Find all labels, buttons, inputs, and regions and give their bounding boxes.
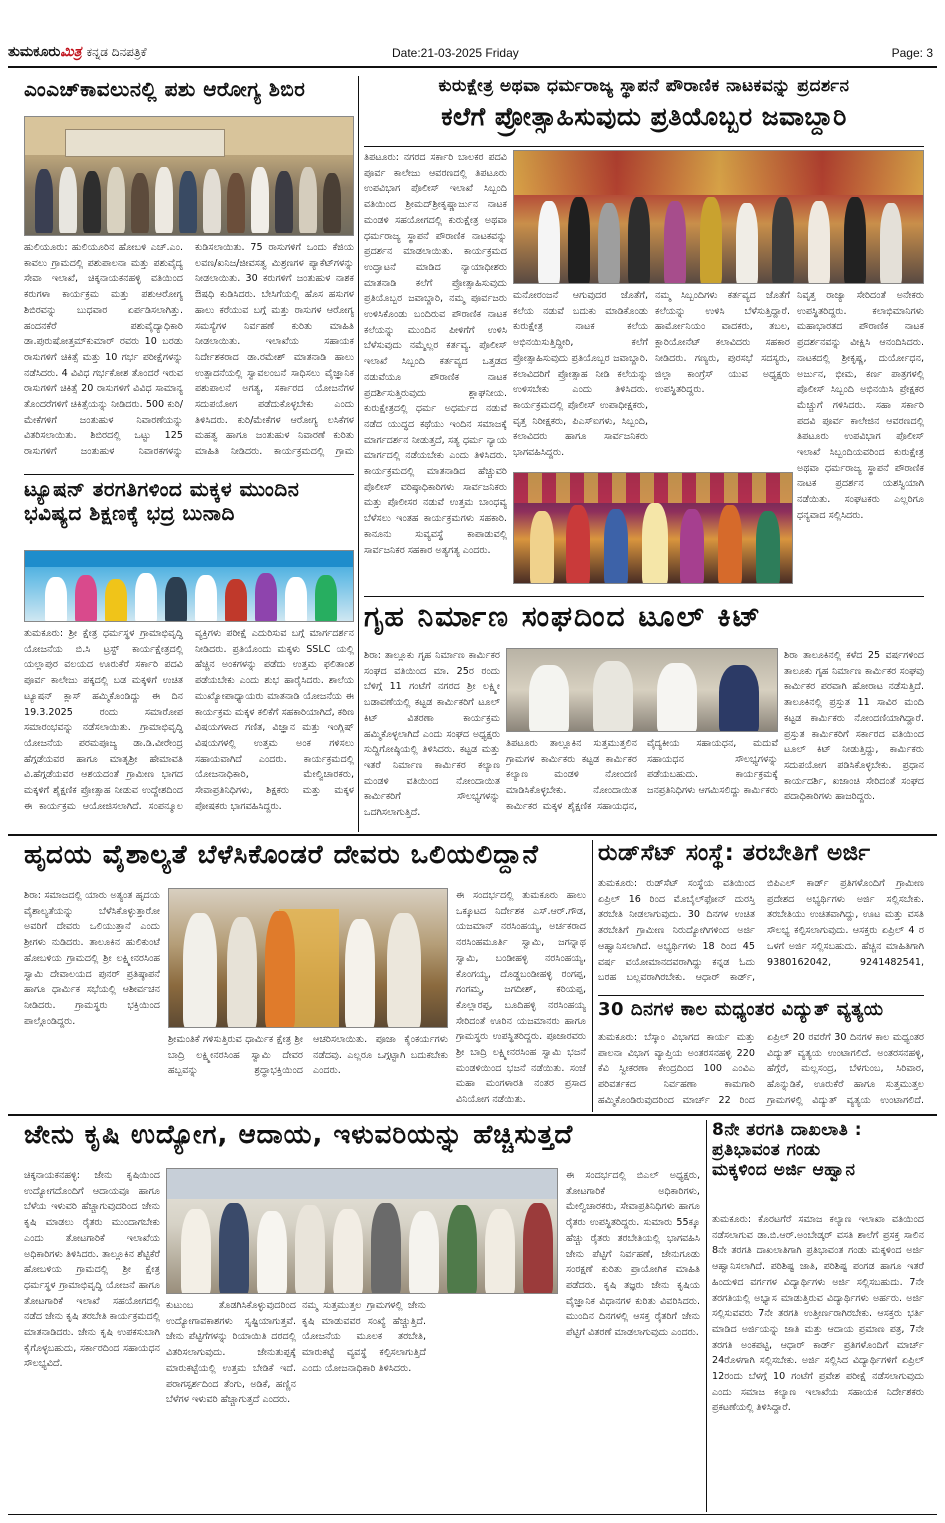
article-8-body-left: ಚಿಕ್ಕನಾಯಕನಹಳ್ಳಿ: ಜೇನು ಕೃಷಿಯಿಂದ ಉದ್ಯೋಗದೊಂದಿಗೆ ಆದಾಯವೂ ಹಾಗೂ ಬೆಳೆಯ ಇಳುವರಿ ಹೆಚ್ಚಾಗುವುದರಿಂದ ಜೇನು ಕೃಷಿ ಮಾಡಲು ರೈತರು ಮುಂದಾಗಬೇಕು ಎಂದು ತೋಟಗಾರಿಕೆ ಇಲಾಖೆಯ ಅಧಿಕಾರಿಗಳು ತಿಳಿಸಿದರು. ತಾಲ್ಲೂಕಿನ ಶೆಟ್ಟಿಕೆರೆ ಹೋಬಳಿಯ ಗ್ರಾಮದಲ್ಲಿ ಶ್ರೀ ಕ್ಷೇತ್ರ ಧರ್ಮಸ್ಥಳ ಗ್ರಾಮಾಭಿವೃದ್ಧಿ ಯೋಜನೆ ಹಾಗೂ ತೋಟಗಾರಿಕೆ ಇಲಾಖೆ ಸಹಯೋಗದಲ್ಲಿ ನಡೆದ ಜೇನು ಕೃಷಿ ತರಬೇತಿ ಕಾರ್ಯಕ್ರಮದಲ್ಲಿ ಮಾತನಾಡಿದರು. ಜೇನು ಕೃಷಿ ಉಪಕಸುಬಾಗಿ ಕೈಗೊಳ್ಳಬಹುದು, ಸರ್ಕಾರದಿಂದ ಸಹಾಯಧನ ಸೌಲಭ್ಯವಿದೆ. <box>24 1170 160 1370</box>
article-5-body-right: ಈ ಸಂದರ್ಭದಲ್ಲಿ ತುಮಕೂರು ಹಾಲು ಒಕ್ಕೂಟದ ನಿರ್ದೇಶಕ ಎಸ್.ಆರ್.ಗೌಡ, ಯಜಮಾನ್ ನರಸಿಂಹಯ್ಯ, ಅರ್ಚಕರಾದ ನರಸಿಂಹಮೂರ್ತಿ ಸ್ವಾಮಿ, ಜಗನ್ನಾಥ ಸ್ವಾಮಿ, ಬಂಡೀಹಳ್ಳಿ ನರಸಿಂಹಯ್ಯ, ಕೊಂಗಯ್ಯ, ದೊಡ್ಡಬಂಡೀಹಳ್ಳಿ ರಂಗಪ್ಪ, ಗಂಗಮ್ಮ, ಜಗದೀಶ್, ಕರಿಯಪ್ಪ, ಕೊಲ್ಲಾರಪ್ಪ, ಬೂದಿಹಳ್ಳಿ ನರಸಿಂಹಯ್ಯ ಸೇರಿದಂತೆ ಊರಿನ ಯಜಮಾನರು ಹಾಗೂ ಗ್ರಾಮಸ್ಥರು ಉಪಸ್ಥಿತರಿದ್ದರು. ಪೂಜಾರವರು ಶ್ರೀ ಬಾದ್ರಿ ಲಕ್ಷ್ಮೀನರಸಿಂಹ ಸ್ವಾಮಿ ಭಜನೆ ಮಂಡಳಿಯಿಂದ ಭಜನೆ ನಡೆಯಿತು. ಸಂಜೆ ಮಹಾ ಮಂಗಳಾರತಿ ನಂತರ ಪ್ರಸಾದ ವಿನಿಯೋಗ ನಡೆಯಿತು. <box>456 890 586 1106</box>
article-9-headline-3: ಮಕ್ಕಳಿಂದ ಅರ್ಜಿ ಆಹ್ವಾನ <box>712 1160 856 1181</box>
article-7-headline-box <box>598 999 924 1031</box>
article-2-headline: ಟ್ಯೂಷನ್ ತರಗತಿಗಳಿಂದ ಮಕ್ಕಳ ಮುಂದಿನ ಭವಿಷ್ಯದ ಶಿಕ್ಷಣಕ್ಕೆ ಭದ್ರ ಬುನಾದಿ <box>24 478 300 525</box>
article-9-body: ತುಮಕೂರು: ಕೊರಟಗೆರೆ ಸಮಾಜ ಕಲ್ಯಾಣ ಇಲಾಖಾ ವತಿಯಿಂದ ನಡೆಸಲಾಗುವ ಡಾ.ಬಿ.ಆರ್.ಅಂಬೇಡ್ಕರ್ ವಸತಿ ಶಾಲೆಗೆ ಪ್ರಸಕ್ತ ಸಾಲಿನ 8ನೇ ತರಗತಿ ದಾಖಲಾತಿಗಾಗಿ ಪ್ರತಿಭಾವಂತ ಗಂಡು ಮಕ್ಕಳಿಂದ ಅರ್ಜಿ ಆಹ್ವಾನಿಸಲಾಗಿದೆ. ಪರಿಶಿಷ್ಟ ಜಾತಿ, ಪರಿಶಿಷ್ಟ ಪಂಗಡ ಹಾಗೂ ಇತರೆ ಹಿಂದುಳಿದ ವರ್ಗಗಳ ವಿದ್ಯಾರ್ಥಿಗಳು ಅರ್ಜಿ ಸಲ್ಲಿಸಬಹುದು. 7ನೇ ತರಗತಿಯಲ್ಲಿ ಅಭ್ಯಾಸ ಮಾಡುತ್ತಿರುವ ವಿದ್ಯಾರ್ಥಿಗಳು ಅರ್ಹರು. ಅರ್ಜಿ ಸಲ್ಲಿಸುವವರು 7ನೇ ತರಗತಿ ಉತ್ತೀರ್ಣರಾಗಿರಬೇಕು. ಆಸಕ್ತರು ಭರ್ತಿ ಮಾಡಿದ ಅರ್ಜಿಯನ್ನು ಜಾತಿ ಮತ್ತು ಆದಾಯ ಪ್ರಮಾಣ ಪತ್ರ, 7ನೇ ತರಗತಿ ಅಂಕಪಟ್ಟಿ, ಆಧಾರ್ ಕಾರ್ಡ್ ಪ್ರತಿಗಳೊಂದಿಗೆ ಮಾರ್ಚ್ 24ರೊಳಗಾಗಿ ಸಲ್ಲಿಸಬೇಕು. ಅರ್ಜಿ ಸಲ್ಲಿಸಿದ ವಿದ್ಯಾರ್ಥಿಗಳಿಗೆ ಏಪ್ರಿಲ್ 12ರಂದು ಬೆಳಗ್ಗೆ 10 ಗಂಟೆಗೆ ಪ್ರವೇಶ ಪರೀಕ್ಷೆ ನಡೆಸಲಾಗುವುದು ಎಂದು ಸಮಾಜ ಕಲ್ಯಾಣ ಇಲಾಖೆಯ ಸಹಾಯಕ ನಿರ್ದೇಶಕರು ಪ್ರಕಟಣೆಯಲ್ಲಿ ತಿಳಿಸಿದ್ದಾರೆ. <box>712 1214 924 1414</box>
article-4-body-mid: ತಿಪಟೂರು ತಾಲ್ಲೂಕಿನ ಸುತ್ತಮುತ್ತಲಿನ ಗ್ರಾಮಗಳ ಕಾರ್ಮಿಕರು ಕಟ್ಟಡ ಕಾರ್ಮಿಕರ ಕಲ್ಯಾಣ ಮಂಡಳಿ ನೋಂದಣಿ ಮಾಡಿಸಿಕೊಳ್ಳಬೇಕು. ನೋಂದಾಯಿತ ಕಾರ್ಮಿಕರ ಮಕ್ಕಳ ಶೈಕ್ಷಣಿಕ ಸಹಾಯಧನ, ವೈದ್ಯಕೀಯ ಸಹಾಯಧನ, ಮದುವೆ ಸಹಾಯಧನ ಸೌಲಭ್ಯಗಳನ್ನು ಪಡೆಯಬಹುದು. ಕಾರ್ಯಕ್ರಮಕ್ಕೆ ಜನಪ್ರತಿನಿಧಿಗಳು ಆಗಮಿಸಲಿದ್ದು ಕಾರ್ಮಿಕರು <box>506 738 778 812</box>
article-8-body-mid-2: ನಮ್ಮ ಸುತ್ತಮುತ್ತಲ ಗ್ರಾಮಗಳಲ್ಲಿ ಜೇನು ಕೃಷಿ ಮಾಡುವವರ ಸಂಖ್ಯೆ ಹೆಚ್ಚುತ್ತಿದೆ. ಯೋಜನೆಯ ಮೂಲಕ ತರಬೇತಿ, ಮಾರುಕಟ್ಟೆ ವ್ಯವಸ್ಥೆ ಕಲ್ಪಿಸಲಾಗುತ್ತಿದೆ ಎಂದು ಯೋಜನಾಧಿಕಾರಿ ತಿಳಿಸಿದರು. <box>302 1300 426 1374</box>
article-7-headline: 30 ದಿನಗಳ ಕಾಲ ಮಧ್ಯಂತರ ವಿದ್ಯುತ್ ವ್ಯತ್ಯಯ <box>598 999 884 1020</box>
article-3-body-left: ತಿಪಟೂರು: ನಗರದ ಸರ್ಕಾರಿ ಬಾಲಕರ ಪದವಿ ಪೂರ್ವ ಕಾಲೇಜು ಆವರಣದಲ್ಲಿ ತಿಪಟೂರು ಉಪವಿಭಾಗ ಪೊಲೀಸ್ ಇಲಾಖೆ ಸಿಬ್ಬಂದಿ ವತಿಯಿಂದ ಶ್ರೀಮದ್‌ಶ್ರೀಕೃಷ್ಣಾರ್ಜುನ ನಾಟಕ ಮಂಡಳಿ ಸಹಯೋಗದಲ್ಲಿ ಕುರುಕ್ಷೇತ್ರ ಅಥವಾ ಧರ್ಮರಾಜ್ಯ ಸ್ಥಾಪನೆ ಪೌರಾಣಿಕ ನಾಟಕವನ್ನು ಪ್ರದರ್ಶನ ಮಾಡಲಾಯಿತು. ಕಾರ್ಯಕ್ರಮದ ಉದ್ಘಾಟನೆ ಮಾಡಿದ ನ್ಯಾಯಾಧೀಶರು ಮಾತನಾಡಿ ಕಲೆಗೆ ಪ್ರೋತ್ಸಾಹಿಸುವುದು ಪ್ರತಿಯೊಬ್ಬರ ಜವಾಬ್ದಾರಿ, ನಮ್ಮ ಪೂರ್ವಜರು ಉಳಿಸಿಕೊಂಡು ಬಂದಿರುವ ಪೌರಾಣಿಕ ನಾಟಕ ಕಲೆಯನ್ನು ಮುಂದಿನ ಪೀಳಿಗೆಗೆ ಉಳಿಸಿ ಬೆಳೆಸುವುದು ನಮ್ಮೆಲ್ಲರ ಕರ್ತವ್ಯ. ಪೊಲೀಸ್ ಇಲಾಖೆ ಸಿಬ್ಬಂದಿ ಕರ್ತವ್ಯದ ಒತ್ತಡದ ನಡುವೆಯೂ ಪೌರಾಣಿಕ ನಾಟಕ ಪ್ರದರ್ಶಿಸುತ್ತಿರುವುದು ಶ್ಲಾಘನೀಯ. ಕುರುಕ್ಷೇತ್ರದಲ್ಲಿ ಧರ್ಮ ಅಧರ್ಮದ ನಡುವೆ ನಡೆದ ಯುದ್ಧದ ಕಥೆಯು ಇಂದಿನ ಸಮಾಜಕ್ಕೆ ಮಾರ್ಗದರ್ಶನ ನೀಡುತ್ತದೆ, ಸತ್ಯ ಧರ್ಮ ನ್ಯಾಯ ಮಾರ್ಗದಲ್ಲಿ ನಡೆಯಬೇಕು ಎಂದು ತಿಳಿಸಿದರು. ಕಾರ್ಯಕ್ರಮದಲ್ಲಿ ಮಾತನಾಡಿದ ಹೆಚ್ಚುವರಿ ಪೊಲೀಸ್ ವರಿಷ್ಠಾಧಿಕಾರಿಗಳು ಸಾರ್ವಜನಿಕರು ಮತ್ತು ಪೊಲೀಸರ ನಡುವೆ ಉತ್ತಮ ಬಾಂಧವ್ಯ ಬೆಳೆಸಲು ಇಂತಹ ಕಾರ್ಯಕ್ರಮಗಳು ಸಹಕಾರಿ. ಕಾನೂನು ಸುವ್ಯವಸ್ಥೆ ಕಾಪಾಡುವಲ್ಲಿ ಸಾರ್ವಜನಿಕರ ಸಹಕಾರ ಅತ್ಯಗತ್ಯ ಎಂದರು. <box>364 152 507 556</box>
article-9-headline-1: 8ನೇ ತರಗತಿ ದಾಖಲಾತಿ : <box>712 1120 863 1140</box>
article-3-body-right: ನಿವೃತ್ತ ರಾಜ್ಯಾ ಸೇರಿದಂತೆ ಅನೇಕರು ಉಪಸ್ಥಿತರಿದ್ದರು. ಕಲಾಭಿಮಾನಿಗಳು ಮಹಾಭಾರತದ ಪೌರಾಣಿಕ ನಾಟಕ ಪ್ರದರ್ಶನವನ್ನು ವೀಕ್ಷಿಸಿ ಆನಂದಿಸಿದರು. ನಾಟಕದಲ್ಲಿ ಶ್ರೀಕೃಷ್ಣ, ದುರ್ಯೋಧನ, ಅರ್ಜುನ, ಭೀಮ, ಕರ್ಣ ಪಾತ್ರಗಳಲ್ಲಿ ಪೊಲೀಸ್ ಸಿಬ್ಬಂದಿ ಅಭಿನಯಿಸಿ ಪ್ರೇಕ್ಷಕರ ಮೆಚ್ಚುಗೆ ಗಳಿಸಿದರು. ಸಹಾ ಸರ್ಕಾರಿ ಪದವಿ ಪೂರ್ವ ಕಾಲೇಜಿನ ಆವರಣದಲ್ಲಿ ತಿಪಟೂರು ಉಪವಿಭಾಗ ಪೊಲೀಸ್ ಇಲಾಖೆ ಸಿಬ್ಬಂದಿಯವರಿಂದ ಕುರುಕ್ಷೇತ್ರ ಅಥವಾ ಧರ್ಮರಾಜ್ಯ ಸ್ಥಾಪನೆ ಪೌರಾಣಿಕ ನಾಟಕ ಪ್ರದರ್ಶನ ಯಶಸ್ವಿಯಾಗಿ ನಡೆಯಿತು. ಸಂಘಟಕರು ಎಲ್ಲರಿಗೂ ಧನ್ಯವಾದ ಸಲ್ಲಿಸಿದರು. <box>797 290 924 521</box>
article-9-headline-box <box>712 1120 924 1210</box>
column-rule <box>358 76 359 832</box>
column-rule <box>592 840 593 1112</box>
article-4-headline: ಗೃಹ ನಿರ್ಮಾಣ ಸಂಘದಿಂದ ಟೂಲ್ ಕಿಟ್ <box>364 600 763 633</box>
article-6-body: ತುಮಕೂರು: ರುಡ್‌ಸೆಟ್ ಸಂಸ್ಥೆಯ ವತಿಯಿಂದ ಏಪ್ರಿಲ್ 16 ರಿಂದ ಮೊಬೈಲ್‌ಫೋನ್ ದುರಸ್ತಿ ತರಬೇತಿ ನೀಡಲಾಗುವುದು. 30 ದಿನಗಳ ಉಚಿತ ತರಬೇತಿಗೆ ಗ್ರಾಮೀಣ ನಿರುದ್ಯೋಗಿಗಳಿಂದ ಅರ್ಜಿ ಆಹ್ವಾನಿಸಲಾಗಿದೆ. ಅಭ್ಯರ್ಥಿಗಳು 18 ರಿಂದ 45 ವರ್ಷ ವಯೋಮಾನದವರಾಗಿದ್ದು ಕನ್ನಡ ಓದು ಬರಹ ಬಲ್ಲವರಾಗಿರಬೇಕು. ಆಧಾರ್ ಕಾರ್ಡ್, ಬಿಪಿಎಲ್ ಕಾರ್ಡ್ ಪ್ರತಿಗಳೊಂದಿಗೆ ಗ್ರಾಮೀಣ ಪ್ರದೇಶದ ಅಭ್ಯರ್ಥಿಗಳು ಅರ್ಜಿ ಸಲ್ಲಿಸಬೇಕು. ತರಬೇತಿಯು ಉಚಿತವಾಗಿದ್ದು, ಊಟ ಮತ್ತು ವಸತಿ ಸೌಲಭ್ಯ ಕಲ್ಪಿಸಲಾಗುವುದು. ಆಸಕ್ತರು ಏಪ್ರಿಲ್ 4 ರ ಒಳಗೆ ಅರ್ಜಿ ಸಲ್ಲಿಸಬಹುದು. ಹೆಚ್ಚಿನ ಮಾಹಿತಿಗಾಗಿ 9380162042, 9241482541, <box>598 878 924 984</box>
column-rule <box>706 1120 707 1512</box>
article-5-headline-box <box>24 840 584 886</box>
page-header <box>0 0 945 70</box>
article-3-headline-box <box>364 76 924 146</box>
article-8-body-right: ಈ ಸಂದರ್ಭದಲ್ಲಿ ಬಿಎಲ್ ಅಧ್ಯಕ್ಷರು, ತೋಟಗಾರಿಕೆ ಅಧಿಕಾರಿಗಳು, ಮೇಲ್ವಿಚಾರಕರು, ಸೇವಾಪ್ರತಿನಿಧಿಗಳು ಹಾಗೂ ರೈತರು ಉಪಸ್ಥಿತರಿದ್ದರು. ಸುಮಾರು 55ಕ್ಕೂ ಹೆಚ್ಚು ರೈತರು ತರಬೇತಿಯಲ್ಲಿ ಭಾಗವಹಿಸಿ ಜೇನು ಪೆಟ್ಟಿಗೆ ನಿರ್ವಹಣೆ, ಜೇನುಗೂಡು ಸಂರಕ್ಷಣೆ ಕುರಿತು ಪ್ರಾಯೋಗಿಕ ಮಾಹಿತಿ ಪಡೆದರು. ಕೃಷಿ ತಜ್ಞರು ಜೇನು ಕೃಷಿಯ ವೈಜ್ಞಾನಿಕ ವಿಧಾನಗಳ ಕುರಿತು ವಿವರಿಸಿದರು. ಮುಂದಿನ ದಿನಗಳಲ್ಲಿ ಆಸಕ್ತ ರೈತರಿಗೆ ಜೇನು ಪೆಟ್ಟಿಗೆ ವಿತರಣೆ ಮಾಡಲಾಗುವುದು ಎಂದರು. <box>566 1170 700 1339</box>
article-5-body-mid: ಶ್ರೀಮಂತಿಕೆ ಗಳಿಸುತ್ತಿರುವ ಧಾರ್ಮಿಕ ಕ್ಷೇತ್ರ ಶ್ರೀ ಬಾದ್ರಿ ಲಕ್ಷ್ಮೀನರಸಿಂಹ ಸ್ವಾಮಿ ದೇವರ ಹಬ್ಬವನ್ನು ಶ್ರದ್ಧಾಭಕ್ತಿಯಿಂದ ಆಚರಿಸಲಾಯಿತು. ಪೂಜಾ ಕೈಂಕರ್ಯಗಳು ನಡೆದವು. ಎಲ್ಲರೂ ಒಗ್ಗಟ್ಟಾಗಿ ಬದುಕಬೇಕು ಎಂದರು. <box>168 1034 448 1077</box>
article-6-headline: ರುಡ್‌ಸೆಟ್ ಸಂಸ್ಥೆ: ತರಬೇತಿಗೆ ಅರ್ಜಿ <box>598 840 871 866</box>
article-8-headline-box <box>24 1120 704 1166</box>
article-1-headline-box <box>24 78 354 118</box>
masthead-title-red: ಮಿತ್ರ <box>60 44 82 60</box>
header-rule <box>8 66 937 68</box>
article-2-headline-box <box>24 478 354 550</box>
article-9-headline-2: ಪ್ರತಿಭಾವಂತ ಗಂಡು <box>712 1140 821 1161</box>
article-3-photo-stage <box>513 150 924 284</box>
article-5-body-left: ಶಿರಾ: ಸಮಾಜದಲ್ಲಿ ಯಾರು ಅತ್ಯಂತ ಹೃದಯ ವೈಶಾಲ್ಯತೆಯನ್ನು ಬೆಳೆಸಿಕೊಳ್ಳುತ್ತಾರೋ ಅವರಿಗೆ ದೇವರು ಒಲಿಯುತ್ತಾನೆ ಎಂದು ಶ್ರೀಗಳು ನುಡಿದರು. ತಾಲೂಕಿನ ಹುಲಿಕುಂಟೆ ಹೋಬಳಿಯ ಗ್ರಾಮದಲ್ಲಿ ಶ್ರೀ ಲಕ್ಷ್ಮೀನರಸಿಂಹ ಸ್ವಾಮಿ ದೇವಾಲಯದ ಪುನರ್ ಪ್ರತಿಷ್ಠಾಪನೆ ಹಾಗೂ ಧಾರ್ಮಿಕ ಸಭೆಯಲ್ಲಿ ಆಶೀರ್ವಚನ ನೀಡಿದರು. ಗ್ರಾಮಸ್ಥರು ಭಕ್ತಿಯಿಂದ ಪಾಲ್ಗೊಂಡಿದ್ದರು. <box>24 890 160 1027</box>
divider <box>364 596 924 597</box>
page-number: Page: 3 <box>891 46 933 60</box>
article-5-photo <box>168 888 448 1028</box>
divider <box>598 995 924 996</box>
article-8-photo <box>166 1168 558 1294</box>
article-6-headline-box <box>598 840 924 880</box>
article-3-headline: ಕಲೆಗೆ ಪ್ರೋತ್ಸಾಹಿಸುವುದು ಪ್ರತಿಯೊಬ್ಬರ ಜವಾಬ್ದಾರಿ <box>441 102 847 132</box>
footer-rule <box>8 1514 937 1515</box>
article-3-headline-kicker: ಕುರುಕ್ಷೇತ್ರ ಅಥವಾ ಧರ್ಮರಾಜ್ಯ ಸ್ಥಾಪನೆ ಪೌರಾಣಿಕ ನಾಟಕವನ್ನು ಪ್ರದರ್ಶನ <box>438 76 850 96</box>
issue-date: Date:21-03-2025 Friday <box>392 46 519 60</box>
article-3-body-mid-2: ನಮ್ಮ ಸಿಬ್ಬಂದಿಗಳು ಕರ್ತವ್ಯದ ಜೊತೆಗೆ ಕಲೆಯನ್ನು ಉಳಿಸಿ ಬೆಳೆಸುತ್ತಿದ್ದಾರೆ. ಹಾರ್ಮೋನಿಯಂ ವಾದಕರು, ತಬಲ, ಕ್ಲಾರಿಯೋನೆಟ್ ಕಲಾವಿದರು ಸಹಕಾರ ನೀಡಿದರು. ಗಣ್ಯರು, ಪುರಸಭೆ ಸದಸ್ಯರು, ಜಿಲ್ಲಾ ಕಾಂಗ್ರೆಸ್ ಯುವ ಅಧ್ಯಕ್ಷರು ಉಪಸ್ಥಿತರಿದ್ದರು. <box>655 290 790 396</box>
article-8-headline: ಜೇನು ಕೃಷಿ ಉದ್ಯೋಗ, ಆದಾಯ, ಇಳುವರಿಯನ್ನು ಹೆಚ್ಚಿಸುತ್ತದೆ <box>24 1120 574 1150</box>
article-3-body-mid: ಮನೋರಂಜನೆ ಆಗುವುದರ ಜೊತೆಗೆ, ಕಲೆಯ ನಡುವೆ ಬದುಕು ಮಾಡಿಕೊಂಡು ಕುರುಕ್ಷೇತ್ರ ನಾಟಕ ಕಲೆಯ ಅಭಿನಯಿಸುತ್ತಿದ್ದೀರಿ, ಕಲೆಗೆ ಪ್ರೋತ್ಸಾಹಿಸುವುದು ಪ್ರತಿಯೊಬ್ಬರ ಜವಾಬ್ದಾರಿ. ಕಲಾವಿದರಿಗೆ ಪ್ರೋತ್ಸಾಹ ನೀಡಿ ಕಲೆಯನ್ನು ಉಳಿಸಬೇಕು ಎಂದು ತಿಳಿಸಿದರು. ಕಾರ್ಯಕ್ರಮದಲ್ಲಿ ಪೊಲೀಸ್ ಉಪಾಧೀಕ್ಷಕರು, ವೃತ್ತ ನಿರೀಕ್ಷಕರು, ಪಿಎಸ್‌ಐಗಳು, ಸಿಬ್ಬಂದಿ, ಕಲಾವಿದರು ಹಾಗೂ ಸಾರ್ವಜನಿಕರು ಭಾಗವಹಿಸಿದ್ದರು. <box>513 290 648 459</box>
article-1-headline: ಎಂಎಚ್‌ಕಾವಲುನಲ್ಲಿ ಪಶು ಆರೋಗ್ಯ ಶಿಬಿರ <box>24 78 306 101</box>
article-1-body: ಹುಲಿಯೂರು: ಹುಲಿಯೂರಿನ ಹೋಬಳಿ ಎಚ್.ಎಂ. ಕಾವಲು ಗ್ರಾಮದಲ್ಲಿ ಪಶುಪಾಲನಾ ಮತ್ತು ಪಶುವೈದ್ಯ ಸೇವಾ ಇಲಾಖೆ, ಚಿಕ್ಕನಾಯಕನಹಳ್ಳಿ ವತಿಯಿಂದ ಕರುಗಳಾ ಕಾರ್ಯಕ್ರಮ ಮತ್ತು ಪಶುಆರೋಗ್ಯ ಶಿಬಿರವನ್ನು ಬುಧವಾರ ಏರ್ಪಡಿಸಲಾಗಿತ್ತು. ಹಂದನಕೆರೆ ಪಶುವೈದ್ಯಾಧಿಕಾರಿ ಡಾ.ಪುರುಷೋತ್ತಮ್‌ಕುಮಾರ್ ರವರು 10 ಬರಡು ರಾಸುಗಳಿಗೆ ಚಿಕಿತ್ಸೆ ಮತ್ತು 10 ಗರ್ಭ ಪರೀಕ್ಷೆಗಳನ್ನು ನಡೆಸಿದರು. 4 ವಿವಿಧ ಗರ್ಭಕೋಶ ತೊಂದರೆ ಇರುವ ರಾಸುಗಳಿಗೆ ಚಿಕಿತ್ಸೆ 20 ರಾಸುಗಳಿಗೆ ವಿವಿಧ ಸಾಮಾನ್ಯ ತೊಂದರೆಗಳಿಗೆ ಚಿಕಿತ್ಸೆಯನ್ನು ನೀಡಿದರು. 500 ಕುರಿ/ಮೇಕೆಗಳಿಗೆ ಜಂತುಹುಳ ನಿವಾರಣೆಯನ್ನು ವಿತರಿಸಲಾಯಿತು. ಶಿಬಿರದಲ್ಲಿ ಒಟ್ಟು 125 ರಾಸುಗಳಿಗೆ ಜಂತುಹುಳ ನಿವಾರಕಗಳನ್ನು ಕುಡಿಸಲಾಯಿತು. 75 ರಾಸುಗಳಿಗೆ ಒಂದು ಕೆಜಿಯ ಲವಣ/ಖನಿಜ/ಜೀವಸತ್ವ ಮಿಶ್ರಣಗಳ ಪ್ಯಾಕೆಟ್‌ಗಳನ್ನು ನೀಡಲಾಯಿತು. 30 ಕರುಗಳಿಗೆ ಜಂತುಹುಳ ನಾಶಕ ಔಷಧಿ ಕುಡಿಸಿದರು. ಬೇಸಿಗೆಯಲ್ಲಿ ಹೊಸ ಹಸುಗಳ ಹಾಲು ಕರೆಯುವ ಬಗ್ಗೆ ಮತ್ತು ರಾಸುಗಳ ಆರೋಗ್ಯ ಸಮಸ್ಯೆಗಳ ನಿರ್ವಹಣೆ ಕುರಿತು ಮಾಹಿತಿ ನೀಡಲಾಯಿತು. ಇಲಾಖೆಯ ಸಹಾಯಕ ನಿರ್ದೇಶಕರಾದ ಡಾ.ರಮೇಶ್ ಮಾತನಾಡಿ ಹಾಲು ಉತ್ಪಾದನೆಯಲ್ಲಿ ಸ್ವಾವಲಂಬನೆ ಸಾಧಿಸಲು ವೈಜ್ಞಾನಿಕ ಪಶುಪಾಲನೆ ಅಗತ್ಯ, ಸರ್ಕಾರದ ಯೋಜನೆಗಳ ಸದುಪಯೋಗ ಪಡೆದುಕೊಳ್ಳಬೇಕು ಎಂದು ತಿಳಿಸಿದರು. ಕುರಿ/ಮೇಕೆಗಳ ಆರೋಗ್ಯ ಲಸಿಕೆಗಳ ಮಹತ್ವ ಹಾಗೂ ಜಂತುಹುಳ ನಿವಾರಣೆ ಕುರಿತು ಮಾಹಿತಿ ನೀಡಿದರು. ಕಾರ್ಯಕ್ರಮದಲ್ಲಿ ಗ್ರಾಮ <box>24 242 354 458</box>
article-4-headline-box <box>364 600 924 644</box>
article-7-body: ತುಮಕೂರು: ಬೆಸ್ಕಾಂ ವಿಭಾಗದ ಕಾರ್ಯ ಮತ್ತು ಪಾಲನಾ ವಿಭಾಗ ವ್ಯಾಪ್ತಿಯ ಅಂತರಸನಹಳ್ಳಿ 220 ಕೆವಿ ಸ್ವೀಕರಣಾ ಕೇಂದ್ರದಿಂದ 100 ಎಂವಿಎ ಪರಿವರ್ತಕದ ನಿರ್ವಹಣಾ ಕಾಮಗಾರಿ ಹಮ್ಮಿಕೊಂಡಿರುವುದರಿಂದ ಮಾರ್ಚ್ 22 ರಿಂದ ಏಪ್ರಿಲ್ 20 ರವರೆಗೆ 30 ದಿನಗಳ ಕಾಲ ಮಧ್ಯಂತರ ವಿದ್ಯುತ್ ವ್ಯತ್ಯಯ ಉಂಟಾಗಲಿದೆ. ಅಂತರಸನಹಳ್ಳಿ, ಹೆಗ್ಗೆರೆ, ಮಲ್ಲಸಂದ್ರ, ಬೆಳಗುಂಬ, ಸಿರಿವಾರ, ಹೊನ್ನುಡಿಕೆ, ಊರುಕೆರೆ ಹಾಗೂ ಸುತ್ತಮುತ್ತಲ ಗ್ರಾಮಗಳಲ್ಲಿ ವಿದ್ಯುತ್ ವ್ಯತ್ಯಯ ಉಂಟಾಗಲಿದೆ. <box>598 1032 924 1106</box>
article-1-photo <box>24 116 354 236</box>
divider <box>364 146 924 147</box>
article-3-photo-drama <box>513 472 793 584</box>
article-4-body-right: ಶಿರಾ ತಾಲೂಕಿನಲ್ಲಿ ಕಳೆದ 25 ವರ್ಷಗಳಿಂದ ತಾಲೂಕು ಗೃಹ ನಿರ್ಮಾಣ ಕಾರ್ಮಿಕರ ಸಂಘವು ಕಾರ್ಮಿಕರ ಪರವಾಗಿ ಹೋರಾಟ ನಡೆಸುತ್ತಿದೆ. ತಾಲೂಕಿನಲ್ಲಿ ಪ್ರಸ್ತುತ 11 ಸಾವಿರ ಮಂದಿ ಕಟ್ಟಡ ಕಾರ್ಮಿಕರು ನೋಂದಣಿಯಾಗಿದ್ದಾರೆ. ಪ್ರಸ್ತುತ ಕಾರ್ಮಿಕರಿಗೆ ಸರ್ಕಾರದ ವತಿಯಿಂದ ಟೂಲ್ ಕಿಟ್ ನೀಡುತ್ತಿದ್ದು, ಕಾರ್ಮಿಕರು ಸದುಪಯೋಗ ಪಡಿಸಿಕೊಳ್ಳಬೇಕು. ಪ್ರಧಾನ ಕಾರ್ಯದರ್ಶಿ, ಖಜಾಂಚಿ ಸೇರಿದಂತೆ ಸಂಘದ ಪದಾಧಿಕಾರಿಗಳು ಹಾಜರಿದ್ದರು. <box>784 650 924 803</box>
article-5-headline: ಹೃದಯ ವೈಶಾಲ್ಯತೆ ಬೆಳೆಸಿಕೊಂಡರೆ ದೇವರು ಒಲಿಯಲಿದ್ದಾನೆ <box>24 840 539 870</box>
divider <box>24 474 354 475</box>
section-rule <box>8 834 937 836</box>
article-2-body: ತುಮಕೂರು: ಶ್ರೀ ಕ್ಷೇತ್ರ ಧರ್ಮಸ್ಥಳ ಗ್ರಾಮಾಭಿವೃದ್ಧಿ ಯೋಜನೆಯ ಬಿ.ಸಿ ಟ್ರಸ್ಟ್ ಕಾರ್ಯಕ್ಷೇತ್ರದಲ್ಲಿ ಯಲ್ಲಾಪುರ ವಲಯದ ಊರುಕೆರೆ ಸರ್ಕಾರಿ ಪದವಿ ಪೂರ್ವ ಕಾಲೇಜು ಪಕ್ಕದಲ್ಲಿ ಬಡ ಮಕ್ಕಳಿಗೆ ಉಚಿತ ಟ್ಯೂಷನ್ ಕ್ಲಾಸ್ ಹಮ್ಮಿಕೊಂಡಿದ್ದು ಈ ದಿನ 19.3.2025 ರಂದು ಸಮಾರೋಪ ಸಮಾರಂಭವನ್ನು ನಡೆಸಲಾಯಿತು. ಗ್ರಾಮಾಭಿವೃದ್ಧಿ ಯೋಜನೆಯ ಪರಮಪೂಜ್ಯ ಡಾ.ಡಿ.ವೀರೇಂದ್ರ ಹೆಗ್ಗಡೆಯವರ ಹಾಗೂ ಮಾತೃಶ್ರೀ ಹೇಮಾವತಿ ವಿ.ಹೆಗ್ಗಡೆಯವರ ಆಶಯದಂತೆ ಗ್ರಾಮೀಣ ಭಾಗದ ಮಕ್ಕಳಿಗೆ ಶೈಕ್ಷಣಿಕ ಪ್ರೋತ್ಸಾಹ ನೀಡುವ ಉದ್ದೇಶದಿಂದ ಈ ಕಾರ್ಯಕ್ರಮ ಆಯೋಜಿಸಲಾಗಿದೆ. ಸಂಪನ್ಮೂಲ ವ್ಯಕ್ತಿಗಳು ಪರೀಕ್ಷೆ ಎದುರಿಸುವ ಬಗ್ಗೆ ಮಾರ್ಗದರ್ಶನ ನೀಡಿದರು. ಪ್ರತಿಯೊಂದು ಮಕ್ಕಳು SSLC ಯಲ್ಲಿ ಹೆಚ್ಚಿನ ಅಂಕಗಳನ್ನು ಪಡೆದು ಉತ್ತಮ ಫಲಿತಾಂಶ ಪಡೆಯಬೇಕು ಎಂದು ಶುಭ ಹಾರೈಸಿದರು. ಶಾಲೆಯ ಮುಖ್ಯೋಪಾಧ್ಯಾಯರು ಮಾತನಾಡಿ ಯೋಜನೆಯ ಈ ಕಾರ್ಯಕ್ರಮ ಮಕ್ಕಳ ಕಲಿಕೆಗೆ ಸಹಕಾರಿಯಾಗಿದೆ, ಕಠಿಣ ವಿಷಯಗಳಾದ ಗಣಿತ, ವಿಜ್ಞಾನ ಮತ್ತು ಇಂಗ್ಲಿಷ್ ವಿಷಯಗಳಲ್ಲಿ ಉತ್ತಮ ಅಂಕ ಗಳಿಸಲು ಸಹಾಯವಾಗಿದೆ ಎಂದರು. ಕಾರ್ಯಕ್ರಮದಲ್ಲಿ ಯೋಜನಾಧಿಕಾರಿ, ಮೇಲ್ವಿಚಾರಕರು, ಸೇವಾಪ್ರತಿನಿಧಿಗಳು, ಶಿಕ್ಷಕರು ಮತ್ತು ಮಕ್ಕಳ ಪೋಷಕರು ಭಾಗವಹಿಸಿದ್ದರು. <box>24 628 354 812</box>
section-rule <box>8 1114 937 1116</box>
masthead-subtitle: ಕನ್ನಡ ದಿನಪತ್ರಿಕೆ <box>86 45 147 59</box>
article-4-photo <box>506 648 778 732</box>
article-2-photo <box>24 550 354 622</box>
article-4-body-left: ಶಿರಾ: ತಾಲ್ಲೂಕು ಗೃಹ ನಿರ್ಮಾಣ ಕಾರ್ಮಿಕರ ಸಂಘದ ವತಿಯಿಂದ ಮಾ. 25ರ ರಂದು ಬೆಳಿಗ್ಗೆ 11 ಗಂಟೆಗೆ ನಗರದ ಶ್ರೀ ಲಕ್ಷ್ಮೀ ಬಡಾವಣೆಯಲ್ಲಿ ಕಟ್ಟಡ ಕಾರ್ಮಿಕರಿಗೆ ಟೂಲ್ ಕಿಟ್ ವಿತರಣಾ ಕಾರ್ಯಕ್ರಮ ಹಮ್ಮಿಕೊಳ್ಳಲಾಗಿದೆ ಎಂದು ಸಂಘದ ಅಧ್ಯಕ್ಷರು ಸುದ್ದಿಗೋಷ್ಠಿಯಲ್ಲಿ ತಿಳಿಸಿದರು. ಕಟ್ಟಡ ಮತ್ತು ಇತರೆ ನಿರ್ಮಾಣ ಕಾರ್ಮಿಕರ ಕಲ್ಯಾಣ ಮಂಡಳಿ ವತಿಯಿಂದ ನೋಂದಾಯಿತ ಕಾರ್ಮಿಕರಿಗೆ ಸೌಲಭ್ಯಗಳನ್ನು ಒದಗಿಸಲಾಗುತ್ತಿದೆ. <box>364 650 500 819</box>
masthead <box>8 44 147 60</box>
masthead-title: ತುಮಕೂರು <box>8 44 61 60</box>
article-8-body-mid: ಕುಟುಂಬ ತೊಡಗಿಸಿಕೊಳ್ಳುವುದರಿಂದ ಉದ್ಯೋಗಾವಕಾಶಗಳು ಸೃಷ್ಟಿಯಾಗುತ್ತವೆ. ಜೇನು ಪೆಟ್ಟಿಗೆಗಳನ್ನು ರಿಯಾಯಿತಿ ದರದಲ್ಲಿ ವಿತರಿಸಲಾಗುವುದು. ಜೇನುತುಪ್ಪಕ್ಕೆ ಮಾರುಕಟ್ಟೆಯಲ್ಲಿ ಉತ್ತಮ ಬೇಡಿಕೆ ಇದೆ. ಪರಾಗಸ್ಪರ್ಶದಿಂದ ತೆಂಗು, ಅಡಿಕೆ, ಹಣ್ಣಿನ ಬೆಳೆಗಳ ಇಳುವರಿ ಹೆಚ್ಚಾಗುತ್ತದೆ ಎಂದರು. <box>166 1300 296 1406</box>
